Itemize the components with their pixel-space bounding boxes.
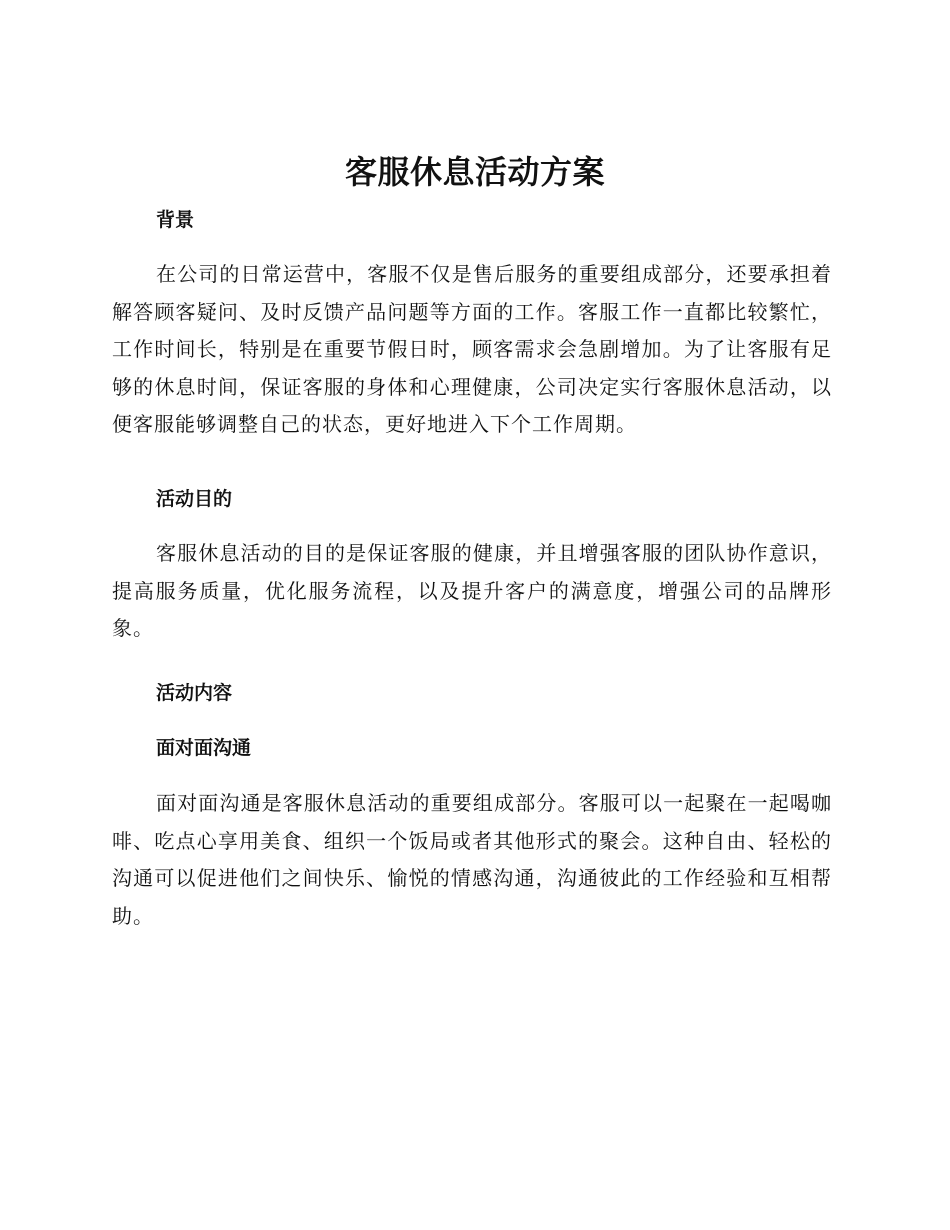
section-paragraph-purpose: 客服休息活动的目的是保证客服的健康，并且增强客服的团队协作意识，提高服务质量，优化服务流程，以及提升客户的满意度，增强公司的品牌形象。 <box>112 541 832 640</box>
document-title: 客服休息活动方案 <box>344 153 605 191</box>
section-heading-face-to-face: 面对面沟通 <box>156 737 252 759</box>
section-heading-background: 背景 <box>156 209 195 231</box>
section-paragraph-face-to-face: 面对面沟通是客服休息活动的重要组成部分。客服可以一起聚在一起喝咖啡、吃点心享用美食、组织一个饭局或者其他形式的聚会。这种自由、轻松的沟通可以促进他们之间快乐、愉悦的情感沟通，沟通彼此的工作经验和互相帮助。 <box>112 791 832 928</box>
section-heading-purpose: 活动目的 <box>156 488 233 510</box>
section-heading-content: 活动内容 <box>156 682 233 704</box>
section-paragraph-background: 在公司的日常运营中，客服不仅是售后服务的重要组成部分，还要承担着解答顾客疑问、及时反馈产品问题等方面的工作。客服工作一直都比较繁忙，工作时间长，特别是在重要节假日时，顾客需求会急剧增加。为了让客服有足够的休息时间，保证客服的身体和心理健康，公司决定实行客服休息活动，以便客服能够调整自己的状态，更好地进入下个工作周期。 <box>112 262 832 436</box>
